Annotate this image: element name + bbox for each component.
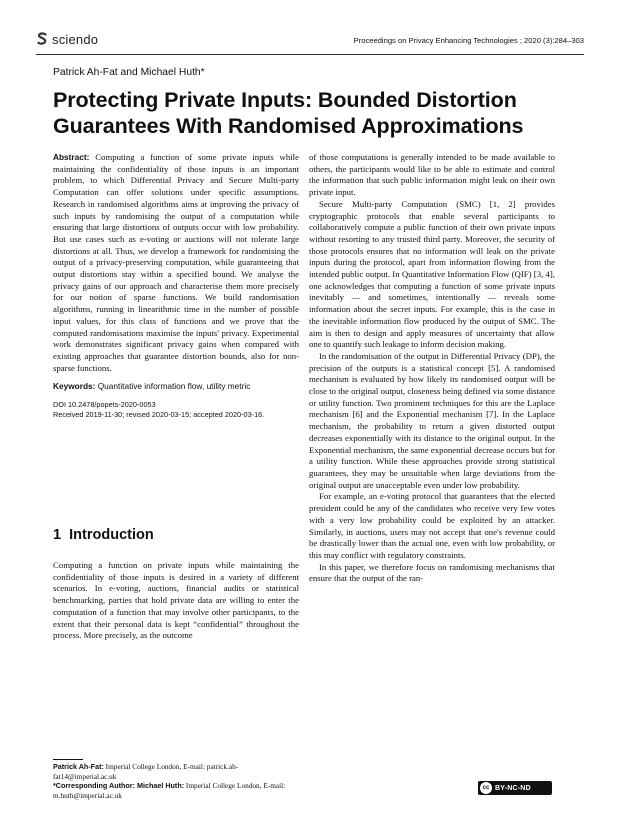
keywords: [53, 381, 299, 393]
section-heading: [53, 527, 154, 543]
creative-commons-icon: cc: [480, 782, 492, 794]
intro-paragraph: [53, 560, 299, 642]
body-paragraph: Secure Multi-party Computation (SMC) [1, 2] provides cryptographic protocols that enable several participants to collaboratively compute a public function of their own private inputs without resorting to any trusted third party. Moreover, the security of those protocols ensures that no information will leak on the private inputs during the protocol, apart from information flowing from the intended public output. In Quantitative Information Flow (QIF) [3, 4], one acknowledges that computing a function of some private inputs inevitably — and sometimes, intentionally — reveals some information about the secret inputs. For example, this is the case in the inevitable information flow produced by the output of SMC. The aim is then to design and apply measures of uncertainty that allow one to quantify such leakage to inform decision making.: [309, 198, 555, 350]
body-paragraph: of those computations is generally intended to be made available to others, the participants would like to be able to estimate and control the information that such public information might leak on their own private input.: [309, 152, 555, 198]
body-paragraph: In the randomisation of the output in Differential Privacy (DP), the precision of the outputs is a statistical concept [5]. A randomised mechanism is evaluated by how likely its randomised output will be close to the original output, closeness being defined via some distance or utility function. Two prominent techniques for this are the Laplace mechanism [6] and the Exponential mechanism [7]. In the Laplace mechanism, the probability to return a given distorted output decreases exponentially with its distance to the original output. In the Exponential mechanism, the same exponential decrease occurs but for a utility function. While these approaches provide strong statistical guarantees, they may be unsuitable when large deviations from the original output are unacceptable even under low probability.: [309, 350, 555, 490]
body-paragraph: In this paper, we therefore focus on randomising mechanisms that ensure that the output of the ran-: [309, 561, 555, 584]
footnote-author1-label: Patrick Ah-Fat:: [53, 762, 104, 771]
footnotes: [53, 762, 301, 800]
received-dates: Received 2019-11-30; revised 2020-03-15; accepted 2020-03-16.: [53, 410, 265, 420]
left-column: [53, 152, 299, 420]
abstract-label: Abstract:: [53, 152, 90, 162]
footnote-divider: [53, 759, 83, 760]
keywords-text: Quantitative information flow, utility metric: [95, 381, 251, 392]
doi: DOI 10.2478/popets-2020-0053: [53, 400, 156, 410]
sciendo-logo-icon: [36, 32, 48, 46]
footnote-author1: [53, 762, 301, 781]
logo-text: sciendo: [52, 31, 99, 47]
license-badge: [478, 781, 552, 795]
right-column: [309, 152, 555, 585]
header-divider: [36, 54, 584, 55]
footnote-author2: [53, 781, 301, 800]
author-line: Patrick Ah-Fat and Michael Huth*: [53, 67, 205, 78]
intro-text: Computing a function on private inputs while maintaining the confidentiality of those inputs is desired in a variety of different scenarios. In e-voting, auctions, financial audits or statistical benchmarking, parties that hold private data are willing to enter the computation of a function that may involve other participants, to the extent that their personal data is kept “confidential” throughout the process. More precisely, as the outcome: [53, 560, 299, 641]
section-title: Introduction: [69, 527, 154, 543]
keywords-label: Keywords:: [53, 381, 96, 392]
publisher-logo: [36, 31, 98, 47]
journal-citation: Proceedings on Privacy Enhancing Technologies ; 2020 (3):284–303: [353, 36, 584, 45]
footnote-author1-text: Imperial College London, E-mail: patrick.ah-fat14@imperial.ac.uk: [53, 762, 239, 781]
abstract: [53, 152, 299, 374]
footnote-author2-text: Imperial College London, E-mail: m.huth@imperial.ac.uk: [53, 781, 286, 800]
license-text: BY-NC-ND: [495, 784, 531, 792]
body-paragraph: For example, an e-voting protocol that guarantees that the elected president could be any of the candidates who receive very few votes with a very low probability could be exploited by an attacker. Similarly, in auctions, users may not accept that one's revenue could be drastically lower than the actual one, even with low probability, or this may conflict with regulatory constraints.: [309, 491, 555, 560]
section-number: 1: [53, 527, 62, 543]
footnote-author2-label: *Corresponding Author: Michael Huth:: [53, 781, 185, 791]
abstract-text: Computing a function of some private inputs while maintaining the confidentiality of those inputs is an important problem, to which Differential Privacy and Secure Multi-party Computation can offer solutions under specific assumptions. Research in randomised algorithms aims at improving the privacy of such inputs by randomising the output of a computation while ensuring that large distortions of outputs occur with low probability. But use cases such as e-voting or auctions will not tolerate large distortions at all. Thus, we develop a framework for randomising the output of a privacy-preserving computation, while guaranteeing that output distortions stay within a specified bound. We analyse the privacy gains of our approach and characterise them more precisely for our notion of sparse functions. We build randomisation algorithms, running in linearithmic time in the number of possible input values, for this class of functions and we prove that the computed randomisations maximise the inputs' privacy. Experimental work demonstrates significant privacy gains when compared with existing approaches that guarantee distortion bounds, also for non-sparse functions.: [53, 152, 299, 373]
paper-title: Protecting Private Inputs: Bounded Distortion Guarantees With Randomised Approximations: [53, 88, 524, 138]
